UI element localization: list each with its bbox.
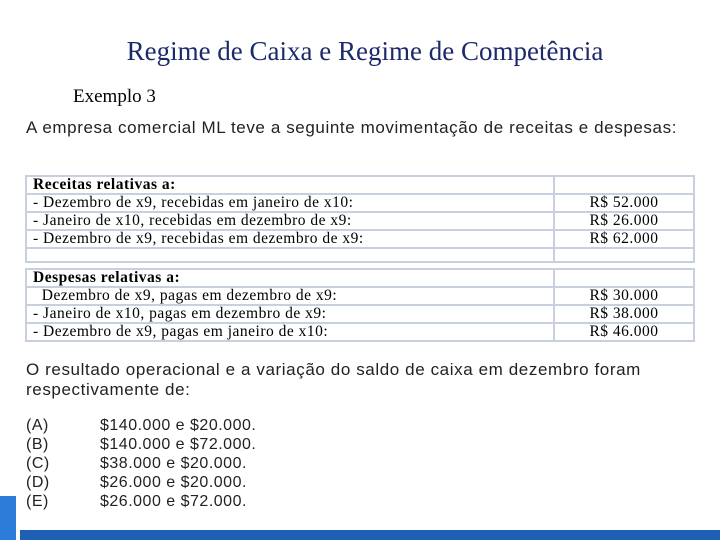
receita-label: - Dezembro de x9, recebidas em janeiro de x10: [26,194,554,212]
receita-value: R$ 52.000 [554,194,694,212]
receitas-table [25,175,695,263]
footer-accent [0,496,16,540]
question-intro: A empresa comercial ML teve a seguinte movimentação de receitas e despesas: [26,118,678,137]
slide-title: Regime de Caixa e Regime de Competência [126,36,604,66]
table-row [26,194,694,212]
table-cell-empty [554,248,694,262]
receita-value: R$ 26.000 [554,212,694,230]
table-row [26,269,694,287]
despesa-value: R$ 30.000 [554,287,694,305]
table-row [26,323,694,341]
answer-option [26,473,256,492]
answer-option [26,492,256,511]
receitas-header: Receitas relativas a: [26,176,554,194]
question-image [22,114,698,516]
option-text: $140.000 e $20.000. [100,417,257,434]
question-prompt: O resultado operacional e a variação do saldo de caixa em dezembro foram respectivamente de: [26,360,641,399]
option-text: $26.000 e $72.000. [100,493,247,510]
despesa-value: R$ 38.000 [554,305,694,323]
footer-bar [20,530,720,540]
despesas-table [25,268,695,342]
option-letter: (C) [26,455,50,472]
despesa-label: - Dezembro de x9, pagas em janeiro de x10: [26,323,554,341]
despesa-label: Dezembro de x9, pagas em dezembro de x9: [26,287,554,305]
option-letter: (E) [26,493,49,510]
option-text: $26.000 e $20.000. [100,474,247,491]
table-row [26,248,694,262]
receita-value: R$ 62.000 [554,230,694,248]
option-text: $140.000 e $72.000. [100,436,257,453]
answer-options [26,416,256,511]
table-row [26,176,694,194]
option-text: $38.000 e $20.000. [100,455,247,472]
table-row [26,305,694,323]
slide-subtitle: Exemplo 3 [73,86,156,107]
table-row [26,287,694,305]
despesa-label: - Janeiro de x10, pagas em dezembro de x9: [26,305,554,323]
answer-option [26,454,256,473]
option-letter: (D) [26,474,50,491]
receita-label: - Janeiro de x10, recebidas em dezembro de x9: [26,212,554,230]
option-letter: (B) [26,436,49,453]
answer-option [26,435,256,454]
table-cell-empty [554,269,694,287]
table-row [26,230,694,248]
despesa-value: R$ 46.000 [554,323,694,341]
receita-label: - Dezembro de x9, recebidas em dezembro de x9: [26,230,554,248]
despesas-header: Despesas relativas a: [26,269,554,287]
table-cell-empty [26,248,554,262]
table-row [26,212,694,230]
option-letter: (A) [26,417,49,434]
answer-option [26,416,256,435]
table-cell-empty [554,176,694,194]
